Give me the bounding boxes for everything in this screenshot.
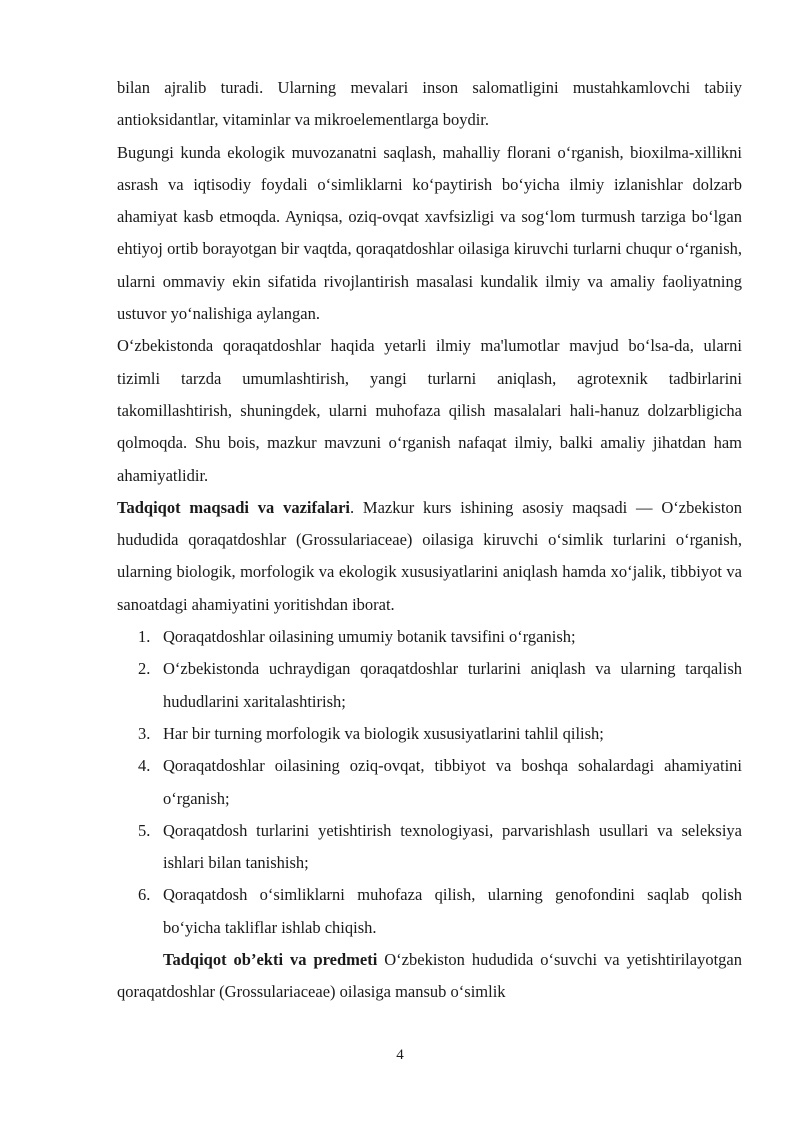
list-item: [117, 815, 742, 880]
paragraph-uzbekistan-research: O‘zbekistonda qoraqatdoshlar haqida yetarli ilmiy ma'lumotlar mavjud bo‘lsa-da, ularni tizimli tarzda umumlashtirish, yangi turlarni aniqlash, agrotexnik tadbirlarini takomillashtirish, shuningdek, ularni muhofaza qilish masalalari hali-hanuz dolzarbligicha qolmoqda. Shu bois, mazkur mavzuni o‘rganish nafaqat ilmiy, balki amaliy jihatdan ham ahamiyatlidir.: [117, 336, 742, 485]
list-item-number: 4.: [138, 756, 151, 776]
page-number: 4: [396, 1047, 404, 1063]
list-item-number: 3.: [138, 723, 151, 743]
list-item-number: 2.: [138, 659, 151, 679]
page-body: [117, 72, 742, 1009]
list-item-text: O‘zbekistonda uchraydigan qoraqatdoshlar turlarini aniqlash va ularning tarqalish hududlarini xaritalashtirish;: [163, 659, 742, 711]
list-item: [117, 653, 742, 718]
paragraph-goals: [117, 492, 742, 621]
object-subject-text: O‘zbekiston hududida o‘suvchi va yetishtirilayotgan qoraqatdoshlar (Grossulariaceae) oilasiga mansub o‘simlik: [117, 950, 742, 1002]
paragraph-relevance: Bugungi kunda ekologik muvozanatni saqlash, mahalliy florani o‘rganish, bioxilma-xillikni asrash va iqtisodiy foydali o‘simliklarni ko‘paytirish bo‘yicha ilmiy izlanishlar dolzarb ahamiyat kasb etmoqda. Ayniqsa, oziq-ovqat xavfsizligi va sog‘lom turmush tarziga bo‘lgan ehtiyoj ortib borayotgan bir vaqtda, qoraqatdoshlar oilasiga kiruvchi turlarni chuqur o‘rganish, ularni ommaviy ekin sifatida rivojlantirish masalasi kundalik ilmiy va amaliy faoliyatning ustuvor yo‘nalishiga aylangan.: [117, 142, 742, 324]
list-item-text: Qoraqatdosh turlarini yetishtirish texnologiyasi, parvarishlash usullari va seleksiya ishlari bilan tanishish;: [163, 820, 742, 873]
paragraph-continuation: bilan ajralib turadi. Ularning mevalari inson salomatligini mustahkamlovchi tabiiy antioksidantlar, vitaminlar va mikroelementlarga boydir.: [117, 78, 742, 130]
list-item-number: 5.: [138, 820, 151, 840]
object-subject-heading: Tadqiqot ob’ekti va predmeti: [163, 950, 378, 970]
goals-text: . Mazkur kurs ishining asosiy maqsadi — O‘zbekiston hududida qoraqatdoshlar (Grossulariaceae) oilasiga kiruvchi o‘simlik turlarini o‘rganish, ularning biologik, morfologik va ekologik xususiyatlarini aniqlash hamda xo‘jalik, tibbiyot va sanoatdagi ahamiyatini yoritishdan iborat.: [117, 497, 742, 614]
tasks-list: [117, 621, 742, 944]
list-item-text: Qoraqatdosh o‘simliklarni muhofaza qilish, ularning genofondini saqlab qolish bo‘yicha takliflar ishlab chiqish.: [163, 885, 742, 937]
list-item: [117, 718, 742, 750]
list-item-text: Qoraqatdoshlar oilasining umumiy botanik tavsifini o‘rganish;: [163, 627, 576, 647]
list-item-number: 1.: [138, 627, 151, 647]
list-item: [117, 879, 742, 944]
goals-heading: Tadqiqot maqsadi va vazifalari: [117, 497, 350, 517]
paragraph-object-subject: [117, 944, 742, 1009]
list-item: [117, 750, 742, 815]
list-item-text: Qoraqatdoshlar oilasining oziq-ovqat, tibbiyot va boshqa sohalardagi ahamiyatini o‘rganish;: [163, 756, 742, 808]
list-item: [117, 621, 742, 653]
list-item-number: 6.: [138, 885, 151, 905]
list-item-text: Har bir turning morfologik va biologik xususiyatlarini tahlil qilish;: [163, 723, 604, 743]
